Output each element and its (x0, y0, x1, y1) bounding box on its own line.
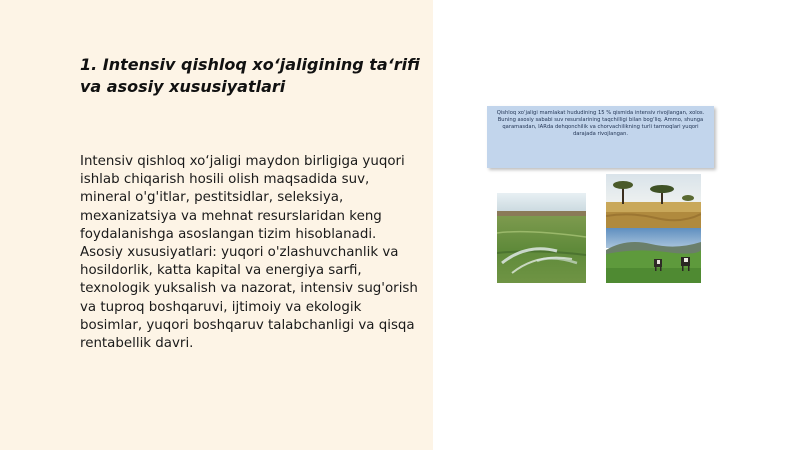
irrigated-field-photo (497, 193, 586, 283)
savanna-trees-photo (606, 174, 701, 228)
cattle-pasture-photo (606, 228, 701, 283)
slide-title: 1. Intensiv qishloq xo‘jaligining ta‘rifi va asosiy xususiyatlari (80, 55, 420, 96)
body-paragraph: Intensiv qishloq xo‘jaligi maydon birligiga yuqori ishlab chiqarish hosili olish maqsadida suv, mineral o'g'itlar, pestitsidlar, seleksiya, mexanizatsiya va mehnat resurslaridan keng foydalanishga asoslangan tizim hisoblanadi. Asosiy xususiyatlari: yuqori o'zlashuvchanlik va hosildorlik, katta kapital va energiya sarfi, texnologik yuksalish va nazorat, intensiv sug'orish va tuproq boshqaruvi, ijtimoiy va ekologik bosimlar, yuqori boshqaruv talabchanligi va qisqa rentabellik davri. (80, 154, 418, 352)
image-caption-box: Qishloq xo‘jaligi mamlakat hududining 15 % qismida intensiv rivojlangan, xolos. Buning asosiy sababi suv resurslarining taqchilligi bilan bog‘liq. Ammo, shunga qaramasdan, IARda dehqonchilik va chorvachilikning turli tarmoqlari yuqori darajada rivojlangan. (487, 106, 714, 168)
